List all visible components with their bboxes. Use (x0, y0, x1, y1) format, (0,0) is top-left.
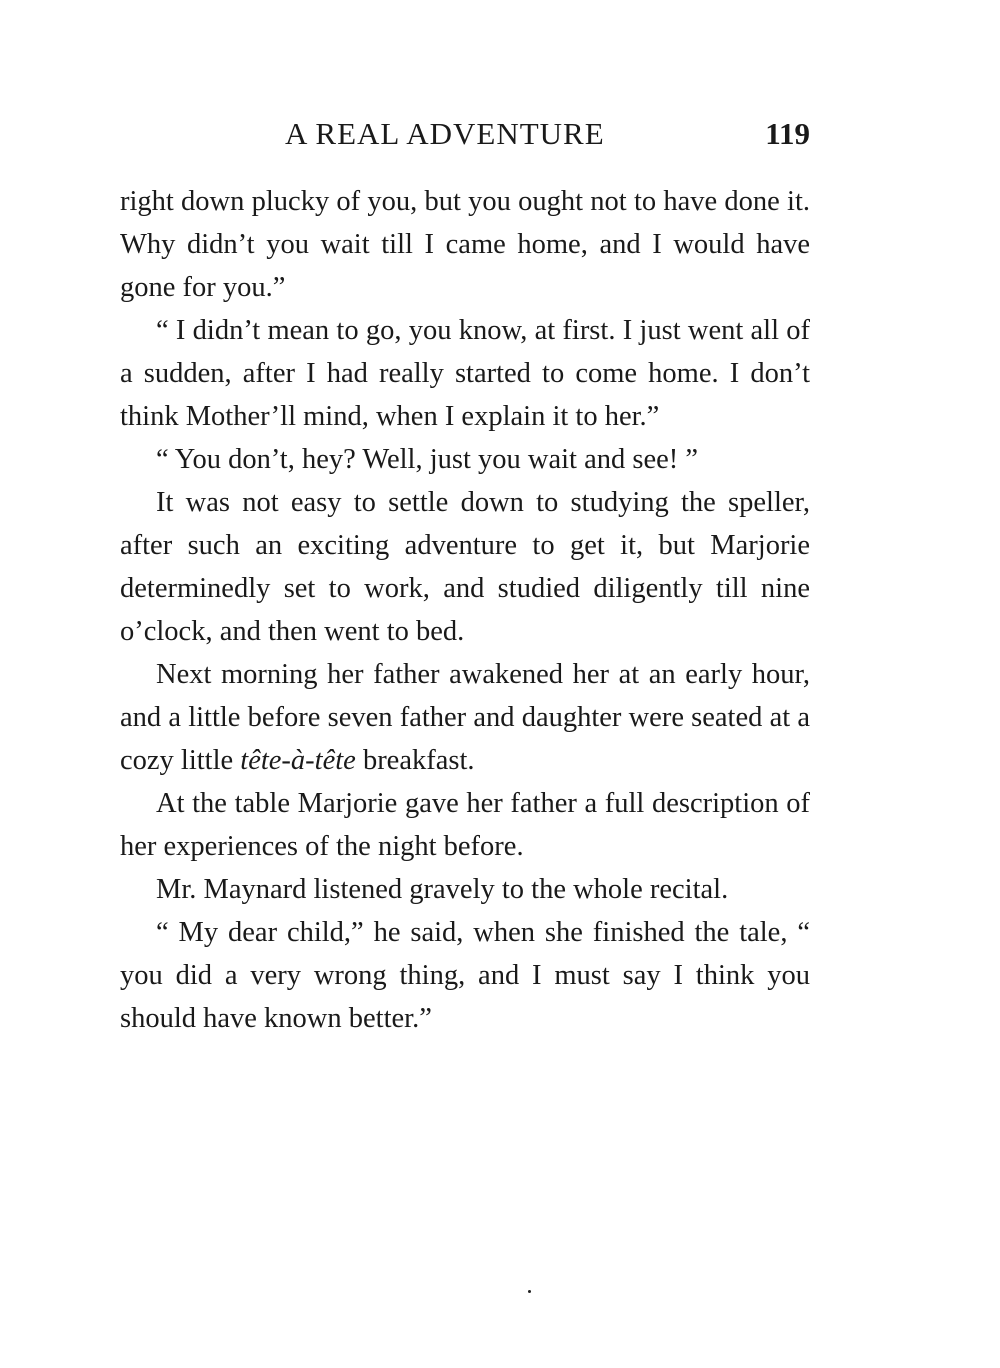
paragraph (120, 481, 810, 653)
body-text (120, 180, 810, 1040)
paragraph-text: “ You don’t, hey? Well, just you wait and see! ” (156, 444, 699, 475)
paragraph (120, 911, 810, 1040)
paragraph-text: right down plucky of you, but you ought not to have done it. Why didn’t you wait till I came home, and I would have gone for you.” (120, 186, 810, 303)
paragraph-text: Next morning her father awakened her at an early hour, and a little before seven father and daughter were seated at a cozy little (120, 659, 810, 776)
paragraph-text: It was not easy to settle down to studying the speller, after such an exciting adventure to get it, but Marjorie determinedly set to work, and studied diligently till nine o’clock, and then went to bed. (120, 487, 810, 647)
paragraph-text: Mr. Maynard listened gravely to the whole recital. (156, 874, 729, 905)
page-number: 119 (765, 116, 810, 151)
paragraph (120, 868, 810, 911)
paragraph-text: breakfast. (355, 745, 475, 776)
italic-phrase: tête-à-tête (240, 745, 356, 776)
print-speck (528, 1290, 531, 1293)
paragraph (120, 653, 810, 782)
paragraph-text: “ My dear child,” he said, when she finished the tale, “ you did a very wrong thing, and I must say I think you should have known better.” (120, 917, 810, 1034)
paragraph-text: “ I didn’t mean to go, you know, at first. I just went all of a sudden, after I had really started to come home. I don’t think Mother’ll mind, when I explain it to her.” (120, 315, 810, 432)
book-page (120, 112, 810, 1040)
running-title: A REAL ADVENTURE (285, 116, 605, 151)
paragraph-text: At the table Marjorie gave her father a full description of her experiences of the night before. (120, 788, 810, 862)
paragraph (120, 180, 810, 309)
paragraph (120, 782, 810, 868)
paragraph (120, 438, 810, 481)
paragraph (120, 309, 810, 438)
running-head (120, 112, 810, 158)
